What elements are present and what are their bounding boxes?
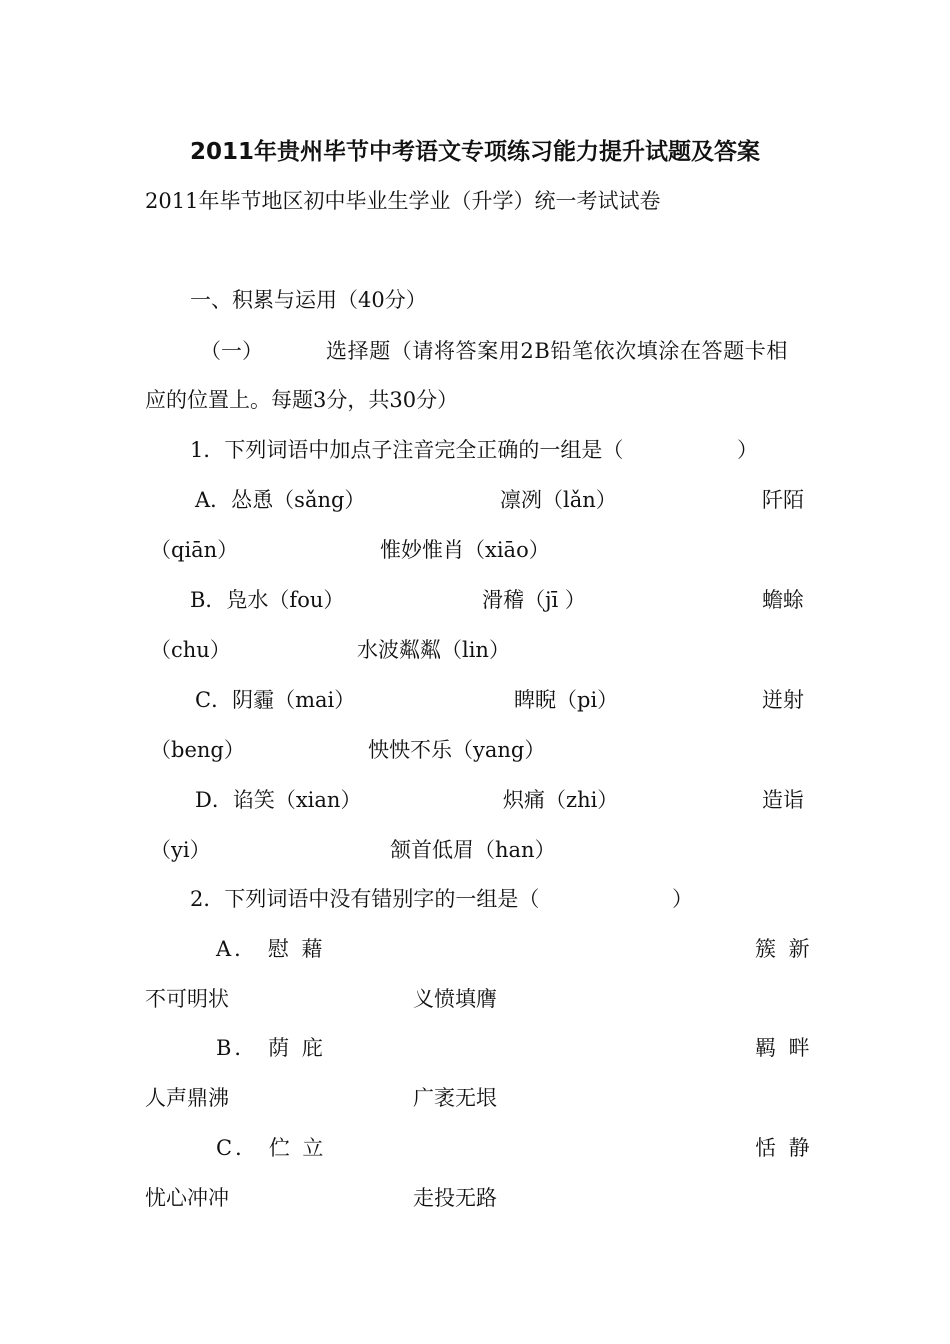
q1-option-a-pinyin3: （qiān） — [150, 538, 239, 562]
q2-option-b-word4: 广袤无垠 — [413, 1086, 497, 1110]
q1-option-b: B．凫水（fou） — [190, 588, 345, 612]
q1-option-d: D．谄笑（xian） — [195, 788, 362, 812]
q2-option-c-word3: 忧心冲冲 — [145, 1186, 229, 1210]
q1-option-c-word4: 怏怏不乐（yang） — [368, 738, 546, 762]
q2-option-b-word3: 人声鼎沸 — [145, 1086, 229, 1110]
q1-option-a-word2: 凛冽（lǎn） — [500, 488, 617, 512]
q1-option-b-word3: 蟾蜍 — [762, 588, 804, 612]
q2-option-c-word2: 恬 静 — [755, 1136, 813, 1160]
part-instruction-continued: 应的位置上。每题3分，共30分） — [145, 388, 459, 412]
section-heading: 一、积累与运用（40分） — [190, 288, 427, 312]
q1-option-d-word2: 炽痛（zhi） — [503, 788, 619, 812]
document-title: 2011年贵州毕节中考语文专项练习能力提升试题及答案 — [189, 139, 760, 165]
q1-option-c-word3: 迸射 — [762, 688, 804, 712]
q2-option-c-word4: 走投无路 — [413, 1186, 497, 1210]
question-1-stem: 1．下列词语中加点子注音完全正确的一组是（ — [190, 438, 624, 462]
question-1-paren-close: ） — [737, 438, 758, 462]
question-2-stem: 2．下列词语中没有错别字的一组是（ — [190, 887, 540, 911]
q1-option-a: A．怂恿（sǎng） — [195, 488, 366, 512]
q1-option-b-word4: 水波粼粼（lin） — [357, 638, 510, 662]
q2-option-a-word2: 簇 新 — [755, 937, 813, 961]
exam-subtitle: 2011年毕节地区初中毕业生学业（升学）统一考试试卷 — [145, 189, 661, 213]
q2-option-a-word4: 义愤填膺 — [413, 987, 497, 1011]
q1-option-c-pinyin3: （beng） — [150, 738, 245, 762]
q1-option-b-word2: 滑稽（jī ） — [482, 588, 586, 612]
q1-option-b-pinyin3: （chu） — [150, 638, 231, 662]
q2-option-b-word2: 羁 畔 — [755, 1036, 813, 1060]
question-2-paren-close: ） — [672, 887, 693, 911]
q2-option-a-word3: 不可明状 — [145, 987, 229, 1011]
part-instruction: 选择题（请将答案用2B铅笔依次填涂在答题卡相 — [326, 339, 788, 363]
q1-option-d-word3: 造诣 — [762, 788, 804, 812]
q1-option-c-word2: 睥睨（pi） — [514, 688, 619, 712]
q2-option-c: C． 伫 立 — [216, 1136, 327, 1160]
q1-option-c: C．阴霾（mai） — [195, 688, 356, 712]
q1-option-d-word4: 颔首低眉（han） — [390, 838, 556, 862]
q2-option-a: A． 慰 藉 — [216, 937, 326, 961]
part-label: （一） — [200, 339, 263, 363]
q1-option-a-word3: 阡陌 — [762, 488, 804, 512]
q1-option-a-word4: 惟妙惟肖（xiāo） — [380, 538, 550, 562]
q1-option-d-pinyin3: （yi） — [150, 838, 211, 862]
q2-option-b: B． 荫 庇 — [216, 1036, 326, 1060]
